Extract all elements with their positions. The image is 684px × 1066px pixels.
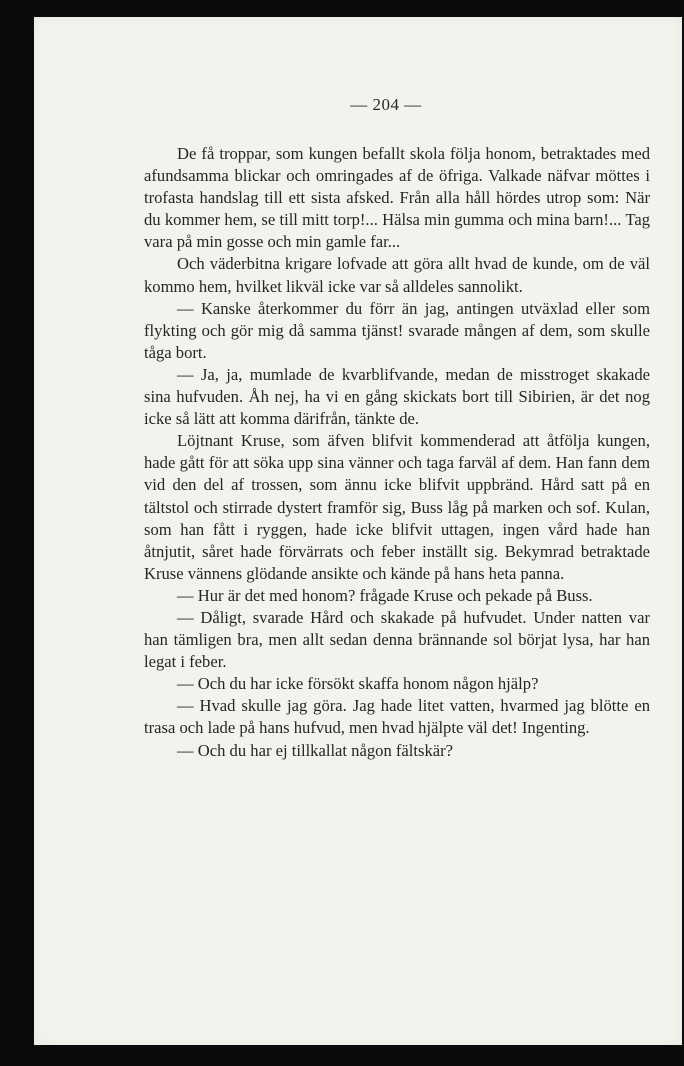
- paragraph: Och väderbitna krigare lofvade att göra allt hvad de kunde, om de väl kommo hem, hvilket likväl icke var så alldeles sannolikt.: [144, 254, 650, 296]
- paragraph: — Kanske återkommer du förr än jag, antingen utväxlad eller som flykting och gör mig då samma tjänst! svarade mången af dem, som skulle tåga bort.: [144, 298, 650, 362]
- paragraph: — Ja, ja, mumlade de kvarblifvande, medan de misstroget skakade sina hufvuden. Åh nej, ha vi en gång skickats bort till Sibirien, är det nog icke så lätt att komma därifrån, tänkte de.: [144, 364, 650, 429]
- paragraph: Löjtnant Kruse, som äfven blifvit kommenderad att åtfölja kungen, hade gått för att söka upp sina vänner och taga farväl af dem. Han fann dem vid den del af trossen, som ännu icke blifvit uppbränd. Hård satt på en tältstol och stirrade dystert framför sig, Buss låg på marken och sof. Kulan, som han fått i ryggen, hade icke blifvit uttagen, ingen vård hade han åtnjutit, såret hade förvärrats och feber inställt sig. Bekymrad betraktade Kruse vännens glödande ansikte och kände på hans heta panna.: [144, 431, 650, 583]
- paragraph: De få troppar, som kungen befallt skola följa honom, betraktades med afundsamma blickar och omringades af de öfriga. Valkade näfvar möttes i trofasta handslag till ett sista afsked. Från alla håll hördes utrop som: När du kommer hem, se till mitt torp!... Hälsa min gumma och mina barn!... Tag vara på min gosse och min gamle far...: [144, 144, 650, 252]
- paragraph: — Hvad skulle jag göra. Jag hade litet vatten, hvarmed jag blötte en trasa och lade på hans hufvud, men hvad hjälpte väl det! Ingenting.: [144, 696, 650, 738]
- page-number: — 204 —: [350, 95, 422, 114]
- paragraph: — Och du har ej tillkallat någon fältskär?: [177, 740, 454, 760]
- paragraph: — Dåligt, svarade Hård och skakade på hufvudet. Under natten var han tämligen bra, men allt sedan denna brännande sol börjat lysa, har han legat i feber.: [144, 607, 650, 672]
- paragraph: — Och du har icke försökt skaffa honom någon hjälp?: [177, 674, 539, 694]
- book-page: [34, 17, 682, 1045]
- paragraph: — Hur är det med honom? frågade Kruse och pekade på Buss.: [177, 585, 593, 605]
- body-text: [144, 143, 650, 762]
